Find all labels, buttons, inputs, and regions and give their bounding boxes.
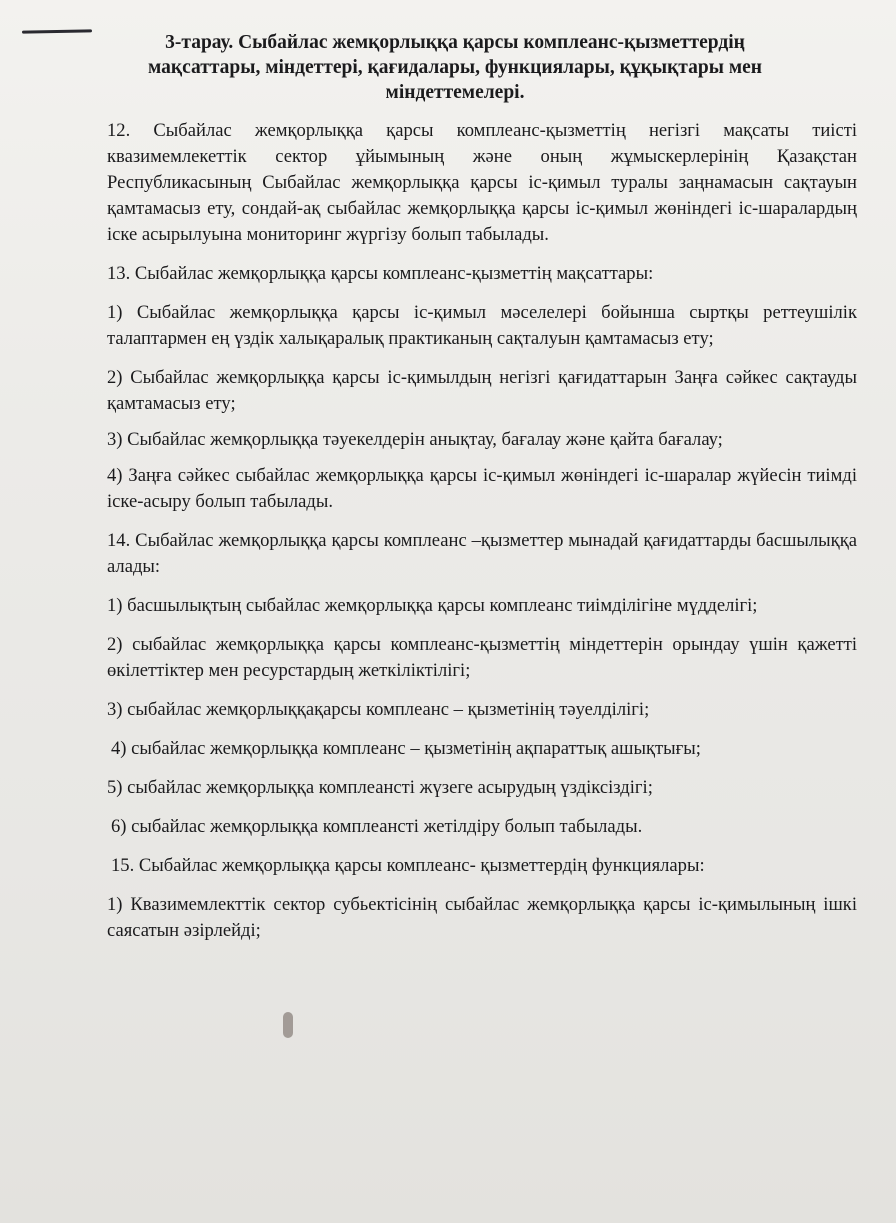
chapter-heading: [110, 30, 800, 105]
paragraph-13-item-3: 3) Сыбайлас жемқорлыққа тәуекелдерін анықтау, бағалау және қайта бағалау;: [107, 429, 723, 450]
paragraph-13-item-4: 4) Заңға сәйкес сыбайлас жемқорлыққа қарсы іс-қимыл жөніндегі іс-шаралар жүйесін тиімді іске-асыру болып табылады.: [107, 465, 857, 512]
heading-line-1: 3-тарау. Сыбайлас жемқорлыққа қарсы комплеанс-қызметтердің: [165, 32, 745, 53]
paragraph-14: 14. Сыбайлас жемқорлыққа қарсы комплеанс –қызметтер мынадай қағидаттарды басшылыққа алады:: [107, 530, 857, 577]
paragraph-14-item-5: 5) сыбайлас жемқорлыққа комплеансті жүзеге асырудың үздіксіздігі;: [107, 777, 653, 798]
heading-line-3: міндеттемелері.: [385, 82, 525, 103]
paragraph-15: 15. Сыбайлас жемқорлыққа қарсы комплеанс- қызметтердің функциялары:: [111, 855, 705, 876]
paragraph-14-item-6: 6) сыбайлас жемқорлыққа комплеансті жетілдіру болып табылады.: [111, 816, 643, 837]
paragraph-15-item-1: 1) Квазимемлекттік сектор субьектісінің сыбайлас жемқорлыққа қарсы іс-қимылының ішкі саясатын әзірлейді;: [107, 894, 857, 941]
paragraph-14-item-3: 3) сыбайлас жемқорлыққақарсы комплеанс – қызметінің тәуелділігі;: [107, 699, 650, 720]
paragraph-14-item-2: 2) сыбайлас жемқорлыққа қарсы комплеанс-қызметтің міндеттерін орындау үшін қажетті өкілеттіктер мен ресурстардың жеткіліктілігі;: [107, 634, 857, 681]
paragraph-13: 13. Сыбайлас жемқорлыққа қарсы комплеанс-қызметтің мақсаттары:: [107, 263, 654, 284]
paragraph-13-item-1: 1) Сыбайлас жемқорлыққа қарсы іс-қимыл мәселелері бойынша сыртқы реттеушілік талаптармен ең үздік халықаралық практиканың сақталуын қамтамасыз ету;: [107, 302, 857, 349]
document-body: [107, 118, 857, 944]
paragraph-14-item-4: 4) сыбайлас жемқорлыққа комплеанс – қызметінің ақпараттық ашықтығы;: [111, 738, 701, 759]
paragraph-12: 12. Сыбайлас жемқорлыққа қарсы комплеанс-қызметтің негізгі мақсаты тиісті квазимемлекеттік сектор ұйымының және оның жұмыскерлерінің Қазақстан Республикасының Сыбайлас жемқорлыққа қарсы іс-қимыл туралы заңнамасын сақтауын қамтамасыз ету, сондай-ақ сыбайлас жемқорлыққа қарсы іс-қимыл жөніндегі іс-шаралардың іске асырылуына мониторинг жүргізу болып табылады.: [107, 120, 857, 245]
heading-line-2: мақсаттары, міндеттері, қағидалары, функциялары, құқықтары мен: [147, 57, 762, 78]
paragraph-14-item-1: 1) басшылықтың сыбайлас жемқорлыққа қарсы комплеанс тиімділігіне мүдделігі;: [107, 595, 758, 616]
finger-shadow: [283, 1012, 293, 1038]
pen-mark: [22, 29, 92, 33]
paragraph-13-item-2: 2) Сыбайлас жемқорлыққа қарсы іс-қимылдың негізгі қағидаттарын Заңға сәйкес сақтауды қамтамасыз ету;: [107, 367, 857, 414]
